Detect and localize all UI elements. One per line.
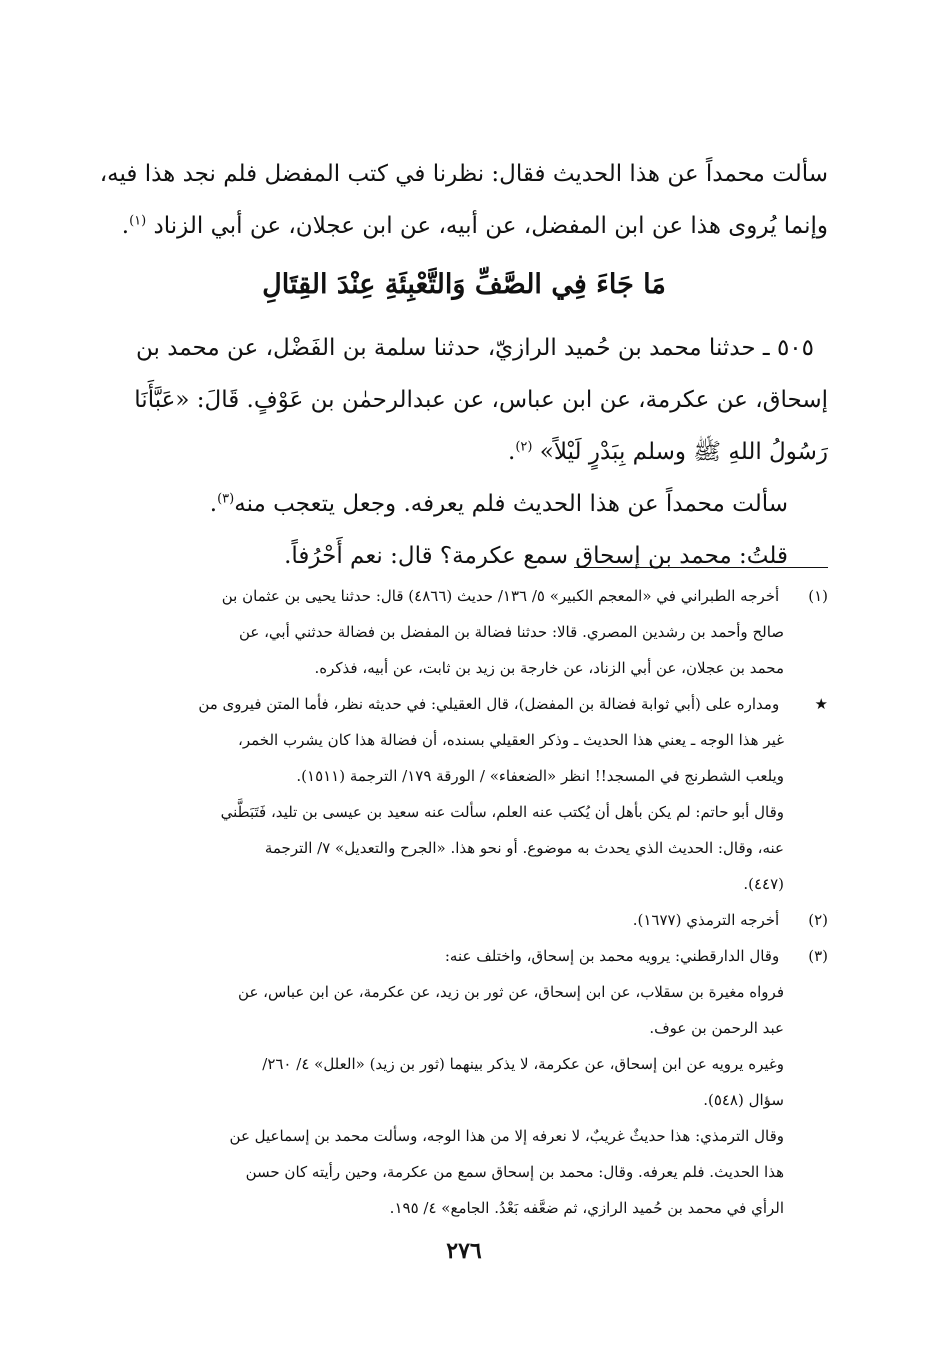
footnote-line xyxy=(100,974,828,1010)
footnote-1 xyxy=(100,578,828,614)
footnote-star-note xyxy=(100,686,828,722)
footnote-text: فرواه مغيرة بن سقلاب، عن ابن إسحاق، عن ثور بن زيد، عن عكرمة، عن ابن عباس، عن xyxy=(238,983,784,1001)
footnote-line xyxy=(100,1118,828,1154)
footnote-line xyxy=(100,1190,828,1226)
main-line-text: رَسُولُ اللهِ ﷺ وسلم بِبَدْرٍ لَيْلاً» xyxy=(539,439,828,465)
footnote-text: أخرجه الترمذي (١٦٧٧). xyxy=(632,911,780,929)
footnote-2 xyxy=(100,902,828,938)
main-line-text: سألت محمداً عن هذا الحديث فقال: نظرنا في كتب المفضل فلم نجد هذا فيه، xyxy=(99,161,828,187)
main-line: سألت محمداً عن هذا الحديث فلم يعرفه. وجعل يتعجب منه$^{(٣)}$. xyxy=(209,491,788,517)
main-line xyxy=(100,374,828,426)
footnote-reference: (٢) xyxy=(515,439,533,455)
footnote-text: عنه، وقال: الحديث الذي يحدث به موضوع. أو نحو هذا. «الجرح والتعديل» ٧/ الترجمة xyxy=(264,839,784,857)
footnote-text: غير هذا الوجه ـ يعني هذا الحديث ـ وذكر العقيلي بسنده، أن فضالة هذا كان يشرب الخمر، xyxy=(237,731,784,749)
footnote-text: سؤال (٥٤٨). xyxy=(703,1091,784,1109)
footnote-text: وقال الترمذي: هذا حديثٌ غريبٌ، لا نعرفه إلا من هذا الوجه، وسألت محمد بن إسماعيل عن xyxy=(229,1127,784,1145)
footnote-text: (٤٤٧). xyxy=(743,875,784,893)
main-line: وإنما يُروى هذا عن ابن المفضل، عن أبيه، عن ابن عجلان، عن أبي الزناد $^{(١)}$. xyxy=(121,213,828,239)
footnote-text: ومداره على (أبي ثوابة فضالة بن المفضل)، قال العقيلي: في حديثه نظر، فأما المتن فيروى من xyxy=(198,695,780,713)
footnote-line xyxy=(100,758,828,794)
footnote-text: هذا الحديث. فلم يعرفه. وقال: محمد بن إسحاق سمع من عكرمة، وحين رأيته كان حسن xyxy=(245,1163,784,1181)
main-line-text: قلتُ: محمد بن إسحاق سمع عكرمة؟ قال: نعم أَحْرُفاً. xyxy=(284,543,788,569)
footnote-reference: (٣) xyxy=(217,491,235,507)
footnote-reference: (١) xyxy=(129,213,147,229)
footnote-text: الرأي في محمد بن حُميد الرازي، ثم ضعَّفه بَعْدُ. الجامع» ٤/ ١٩٥. xyxy=(389,1199,784,1217)
footnote-text: أخرجه الطبراني في «المعجم الكبير» ٥/ ١٣٦/ حديث (٤٨٦٦) قال: حدثنا يحيى بن عثمان بن xyxy=(221,587,780,605)
main-text xyxy=(100,148,828,582)
footnote-number: (١) xyxy=(808,587,828,605)
footnote-line xyxy=(100,614,828,650)
star-icon: ★ xyxy=(814,695,828,713)
main-line xyxy=(100,148,828,200)
footnotes xyxy=(100,578,828,1226)
footnote-text: وقال أبو حاتم: لم يكن بأهل أن يُكتب عنه العلم، سألت عنه سعيد بن عيسى بن تليد، فَتَبَطَّني xyxy=(220,803,784,821)
main-line-text: سألت محمداً عن هذا الحديث فلم يعرفه. وجعل يتعجب منه xyxy=(234,491,788,517)
footnote-number: (٣) xyxy=(808,947,828,965)
footnote-3 xyxy=(100,938,828,974)
footnote-text: صالح وأحمد بن رشدين المصري. قالا: حدثنا فضالة بن المفضل بن فضالة حدثني أبي، عن xyxy=(238,623,784,641)
footnote-text: محمد بن عجلان، عن أبي الزناد، عن خارجة بن زيد بن ثابت، عن أبيه، فذكره. xyxy=(314,659,784,677)
footnote-text: وقال الدارقطني: يرويه محمد بن إسحاق، واختلف عنه: xyxy=(444,947,780,965)
footnote-line xyxy=(100,830,828,866)
footnote-number: (٢) xyxy=(808,911,828,929)
footnote-line xyxy=(100,866,828,902)
footnote-line xyxy=(100,794,828,830)
chapter-heading: مَا جَاءَ فِي الصَّفِّ وَالتَّعْبِئَةِ عِنْدَ القِتَالِ xyxy=(262,269,666,300)
footnote-line xyxy=(100,722,828,758)
footnote-text: ويلعب الشطرنج في المسجد!! انظر «الضعفاء» / الورقة ١٧٩/ الترجمة (١٥١١). xyxy=(296,767,784,785)
main-line xyxy=(100,530,828,582)
main-line-text: إسحاق، عن عكرمة، عن ابن عباس، عن عبدالرحمٰن بن عَوْفٍ. قَالَ: «عَبَّأَنَا xyxy=(134,387,828,413)
footnote-line xyxy=(100,1082,828,1118)
footnote-line xyxy=(100,1010,828,1046)
main-line-text: ٥٠٥ ـ حدثنا محمد بن حُميد الرازيّ، حدثنا سلمة بن الفَضْل، عن محمد بن xyxy=(135,335,814,361)
footnote-text: عبد الرحمن بن عوف. xyxy=(649,1019,784,1037)
footnote-text: وغيره يرويه عن ابن إسحاق، عن عكرمة، لا يذكر بينهما (ثور بن زيد) «العلل» ٤/ ٢٦٠/ xyxy=(262,1055,784,1073)
page-number: ٢٧٦ xyxy=(446,1238,482,1264)
footnote-line xyxy=(100,1154,828,1190)
footnote-line xyxy=(100,1046,828,1082)
main-line-text: وإنما يُروى هذا عن ابن المفضل، عن أبيه، عن ابن عجلان، عن أبي الزناد xyxy=(153,213,828,239)
hadith-number-line xyxy=(100,322,828,374)
footnote-line xyxy=(100,650,828,686)
main-line: رَسُولُ اللهِ ﷺ وسلم بِبَدْرٍ لَيْلاً» $^{(٢)}$. xyxy=(508,439,828,465)
footnote-divider xyxy=(574,567,828,568)
